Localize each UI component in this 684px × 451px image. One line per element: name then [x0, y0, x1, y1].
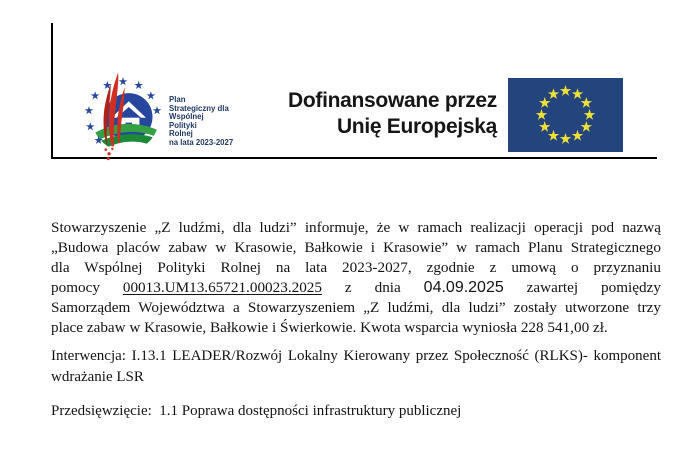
body-line: Stowarzyszenie „Z ludźmi, dla ludzi” informuje, że w ramach realizacji operacji pod nazwą — [51, 219, 661, 236]
intervention-paragraph — [51, 346, 661, 388]
body-word: dnia — [374, 279, 401, 296]
plan-logo-years: 2023-2027 — [195, 137, 234, 147]
undertaking-line: Przedsięwzięcie: 1.1 Poprawa dostępności infrastruktury publicznej — [51, 403, 462, 419]
body-word: pomiędzy — [601, 279, 661, 296]
header-left-border — [51, 23, 53, 158]
eu-flag-icon — [508, 78, 623, 152]
plan-logo-caption-line: Strategiczny dla — [169, 103, 229, 113]
logo-fields-icon — [92, 124, 159, 151]
agreement-number: 00013.UM13.65721.00023.2025 — [122, 279, 322, 296]
plan-logo-caption-years — [169, 139, 269, 148]
plan-logo-caption-line: Plan — [169, 95, 186, 104]
body-line-agreement — [51, 278, 661, 298]
announcement-paragraph — [51, 218, 661, 338]
eu-funding-line1: Dofinansowane przez — [288, 89, 497, 112]
plan-strategiczny-logo-icon — [82, 67, 164, 161]
body-line: „Budowa placów zabaw w Krasowie, Bałkowie i Krasowie” w ramach Planu Strategicznego — [51, 239, 661, 256]
eu-funding-line2: Unię Europejską — [336, 114, 497, 138]
agreement-date: 04.09.2025 — [423, 279, 504, 296]
body-word: zawartej — [526, 279, 579, 296]
plan-logo-caption-line: na lata — [169, 137, 196, 147]
intervention-line1: Interwencja: I.13.1 LEADER/Rozwój Lokalny Kierowany przez Społeczność (RLKS)- komponent — [51, 348, 661, 364]
plan-logo-caption-line: Polityki — [169, 120, 197, 130]
plan-logo-caption-line: Rolnej — [169, 129, 193, 139]
plan-logo-caption-line: Wspólnej — [169, 112, 204, 122]
undertaking-paragraph — [51, 401, 661, 421]
eu-funding-attribution — [240, 88, 497, 139]
body-line: Samorządem Województwa a Stowarzyszeniem „Z ludźmi, dla ludzi” zostały utworzone trzy — [51, 299, 661, 316]
body-word: pomocy — [51, 279, 100, 296]
body-line-support-amount: place zabaw w Krasowie, Bałkowie i Świerkowie. Kwota wsparcia wyniosła 228 541,00 zł. — [51, 319, 608, 336]
body-line: dla Wspólnej Polityki Rolnej na lata 2023-2027, zgodnie z umową o przyznaniu — [51, 259, 661, 276]
intervention-line2: wdrażanie LSR — [51, 369, 144, 385]
body-word: z — [344, 279, 352, 296]
